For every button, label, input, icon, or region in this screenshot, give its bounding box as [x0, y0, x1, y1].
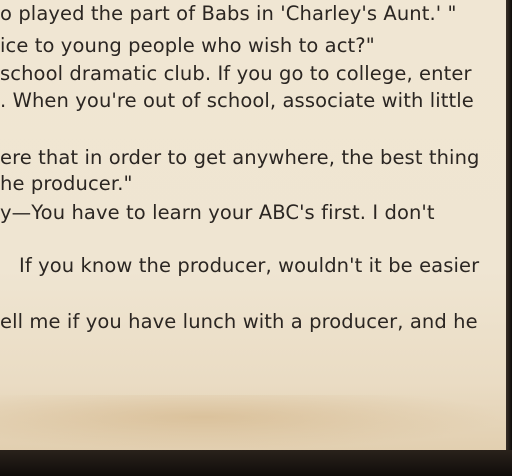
text-line-2: ice to young people who wish to act?": [0, 34, 375, 57]
text-line-8: If you know the producer, wouldn't it be easier: [19, 254, 480, 277]
paper-stain: [0, 395, 506, 450]
text-line-6: he producer.": [0, 172, 133, 195]
text-line-5: ere that in order to get anywhere, the best thing: [0, 146, 480, 169]
text-line-7: y—You have to learn your ABC's first. I don't: [0, 201, 435, 224]
scan-border: [0, 450, 512, 476]
text-line-4: . When you're out of school, associate with little: [0, 89, 474, 112]
page-edge-shadow: [506, 0, 512, 476]
text-line-1: o played the part of Babs in 'Charley's Aunt.' ": [0, 2, 457, 25]
text-line-3: school dramatic club. If you go to college, enter: [0, 62, 472, 85]
text-line-9: ell me if you have lunch with a producer, and he: [0, 310, 478, 333]
